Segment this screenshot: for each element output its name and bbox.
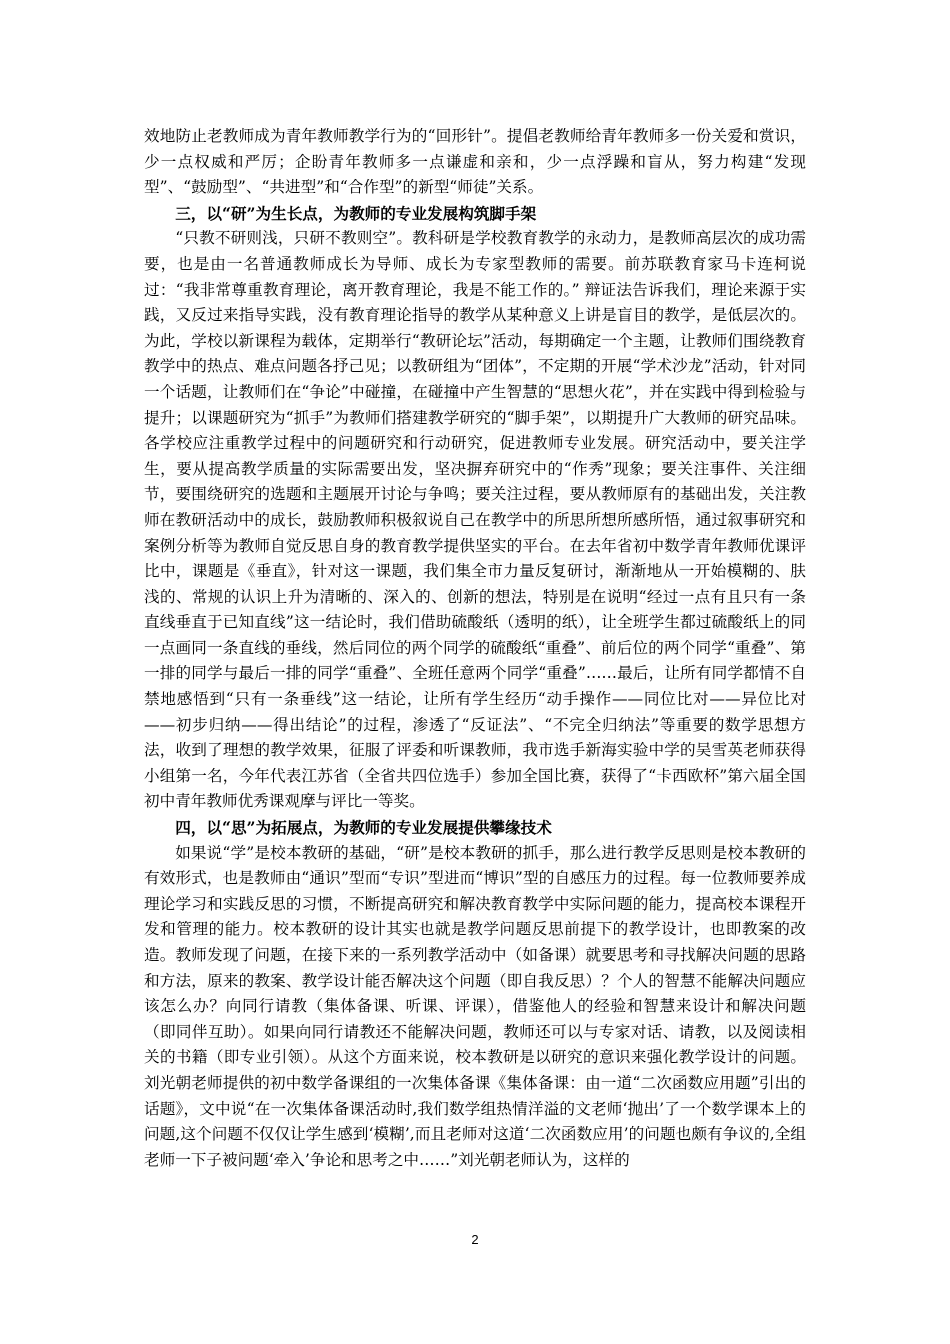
section-heading-research: 三，以“研”为生长点，为教师的专业发展构筑脚手架 (175, 203, 537, 223)
page-number: 2 (471, 1232, 479, 1247)
paragraph-intro: 效地防止老教师成为青年教师教学行为的“回形针”。提倡老教师给青年教师多一份关爱和赏识，少一点权威和严厉；企盼青年教师多一点谦虚和亲和，少一点浮躁和盲从，努力构建“发现型”、“鼓励型”、“共进型”和“合作型”的新型“师徒”关系。 (144, 127, 806, 197)
document-page (144, 124, 806, 1173)
section-heading-reflection: 四，以“思”为拓展点，为教师的专业发展提供攀缘技术 (175, 818, 552, 838)
paragraph-research: “只教不研则浅，只研不教则空”。教科研是学校教育教学的永动力，是教师高层次的成功需要，也是由一名普通教师成长为导师、成长为专家型教师的需要。前苏联教育家马卡连柯说过：“我非常尊重教育理论，离开教育理论，我是不能工作的。” 辩证法告诉我们，理论来源于实践，又反过来指导实践，没有教育理论指导的教学从某种意义上讲是盲目的教学，是低层次的。为此，学校以新课程为载体，定期举行“教研论坛”活动，每期确定一个主题，让教师们围绕教育教学中的热点、难点问题各抒己见；以教研组为“团体”，不定期的开展“学术沙龙”活动，针对同一个话题，让教师们在“争论”中碰撞，在碰撞中产生智慧的“思想火花”，并在实践中得到检验与提升；以课题研究为“抓手”为教师们搭建教学研究的“脚手架”，以期提升广大教师的研究品味。各学校应注重教学过程中的问题研究和行动研究，促进教师专业发展。研究活动中，要关注学生，要从提高教学质量的实际需要出发，坚决摒弃研究中的“作秀”现象；要关注事件、关注细节，要围绕研究的选题和主题展开讨论与争鸣；要关注过程，要从教师原有的基础出发，关注教师在教研活动中的成长，鼓励教师积极叙说自己在教学中的所思所想所感所悟，通过叙事研究和案例分析等为教师自觉反思自身的教育教学提供坚实的平台。在去年省初中数学青年教师优课评比中，课题是《垂直》，针对这一课题，我们集全市力量反复研讨，渐渐地从一开始模糊的、肤浅的、常规的认识上升为清晰的、深入的、创新的想法，特别是在说明“经过一点有且只有一条直线垂直于已知直线”这一结论时，我们借助硫酸纸（透明的纸），让全班学生都过硫酸纸上的同一点画同一条直线的垂线，然后同位的两个同学的硫酸纸“重叠”、前后位的两个同学“重叠”、第一排的同学与最后一排的同学“重叠”、全班任意两个同学“重叠”……最后，让所有同学都情不自禁地感悟到“只有一条垂线”这一结论，让所有学生经历“动手操作——同位比对——异位比对——初步归纳——得出结论”的过程，渗透了“反证法”、“不完全归纳法”等重要的数学思想方法，收到了理想的教学效果，征服了评委和听课教师，我市选手新海实验中学的吴雪英老师获得小组第一名，今年代表江苏省（全省共四位选手）参加全国比赛，获得了“卡西欧杯”第六届全国初中青年教师优秀课观摩与评比一等奖。 (144, 229, 806, 811)
paragraph-reflection: 如果说“学”是校本教研的基础，“研”是校本教研的抓手，那么进行教学反思则是校本教研的有效形式，也是教师由“通识”型而“专识”型进而“博识”型的自感压力的过程。每一位教师要养成理论学习和实践反思的习惯，不断提高研究和解决教育教学中实际问题的能力，提高校本课程开发和管理的能力。校本教研的设计其实也就是教学问题反思前提下的教学设计，也即教案的改造。教师发现了问题，在接下来的一系列教学活动中（如备课）就要思考和寻找解决问题的思路和方法，原来的教案、教学设计能否解决这个问题（即自我反思）？个人的智慧不能解决问题应该怎么办？向同行请教（集体备课、听课、评课），借鉴他人的经验和智慧来设计和解决问题（即同伴互助）。如果向同行请教还不能解决问题，教师还可以与专家对话、请教，以及阅读相关的书籍（即专业引领）。从这个方面来说，校本教研是以研究的意识来强化教学设计的问题。刘光朝老师提供的初中数学备课组的一次集体备课《集体备课：由一道“二次函数应用题”引出的话题》，文中说“在一次集体备课活动时,我们数学组热情洋溢的文老师‘抛出’了一个数学课本上的问题,这个问题不仅仅让学生感到‘模糊’,而且老师对这道‘二次函数应用’的问题也颇有争议的,全组老师一下子被问题‘牵入’争论和思考之中……”刘光朝老师认为，这样的 (144, 843, 806, 1169)
